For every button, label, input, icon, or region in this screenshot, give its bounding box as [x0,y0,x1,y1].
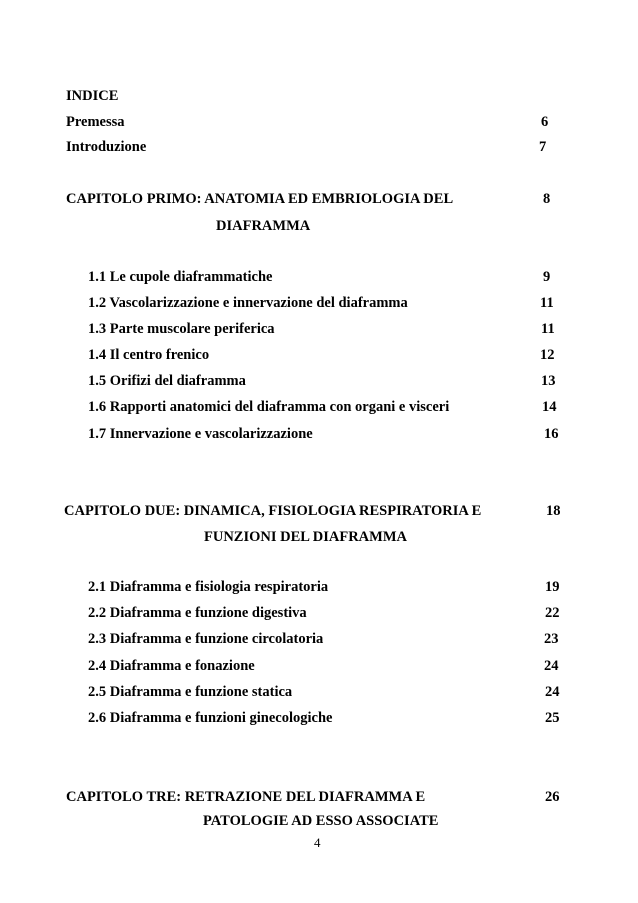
toc-section-page: 16 [544,426,559,442]
chapter-page: 8 [543,191,551,207]
chapter-title: CAPITOLO PRIMO: ANATOMIA ED EMBRIOLOGIA DEL [66,191,454,207]
toc-section-label: 1.5 Orifizi del diaframma [88,373,246,389]
chapter-title: CAPITOLO TRE: RETRAZIONE DEL DIAFRAMMA E [66,789,426,805]
toc-section-label: 2.4 Diaframma e fonazione [88,658,255,674]
toc-section-page: 24 [544,658,559,674]
toc-section-page: 22 [545,605,560,621]
toc-entry-page: 6 [541,114,549,130]
toc-section-page: 9 [543,269,551,285]
toc-section-label: 2.6 Diaframma e funzioni ginecologiche [88,710,333,726]
toc-section-label: 1.6 Rapporti anatomici del diaframma con organi e visceri [88,399,450,415]
toc-section-label: 2.3 Diaframma e funzione circolatoria [88,631,324,647]
chapter-title-continued: DIAFRAMMA [216,218,311,234]
chapter-page: 18 [546,503,561,519]
chapter-title-continued: FUNZIONI DEL DIAFRAMMA [204,529,407,545]
toc-section-label: 1.2 Vascolarizzazione e innervazione del diaframma [88,295,408,311]
toc-section-label: 1.1 Le cupole diaframmatiche [88,269,273,285]
toc-section-label: 1.7 Innervazione e vascolarizzazione [88,426,313,442]
toc-entry-label: Introduzione [66,139,147,155]
toc-section-page: 11 [540,295,554,311]
toc-section-page: 11 [541,321,555,337]
toc-section-page: 23 [544,631,559,647]
toc-section-page: 12 [540,347,555,363]
toc-section-label: 2.5 Diaframma e funzione statica [88,684,293,700]
toc-section-page: 24 [545,684,560,700]
toc-section-label: 2.1 Diaframma e fisiologia respiratoria [88,579,329,595]
toc-entry-label: Premessa [66,114,125,130]
page-number: 4 [314,835,321,850]
toc-section-label: 2.2 Diaframma e funzione digestiva [88,605,307,621]
toc-section-label: 1.3 Parte muscolare periferica [88,321,275,337]
index-title: INDICE [66,88,119,104]
chapter-title: CAPITOLO DUE: DINAMICA, FISIOLOGIA RESPIRATORIA E [64,503,482,519]
toc-entry-page: 7 [539,139,547,155]
toc-section-page: 19 [545,579,560,595]
toc-section-page: 14 [542,399,557,415]
chapter-page: 26 [545,789,560,805]
chapter-title-continued: PATOLOGIE AD ESSO ASSOCIATE [203,813,439,829]
toc-section-label: 1.4 Il centro frenico [88,347,210,363]
toc-section-page: 25 [545,710,560,726]
toc-section-page: 13 [541,373,556,389]
